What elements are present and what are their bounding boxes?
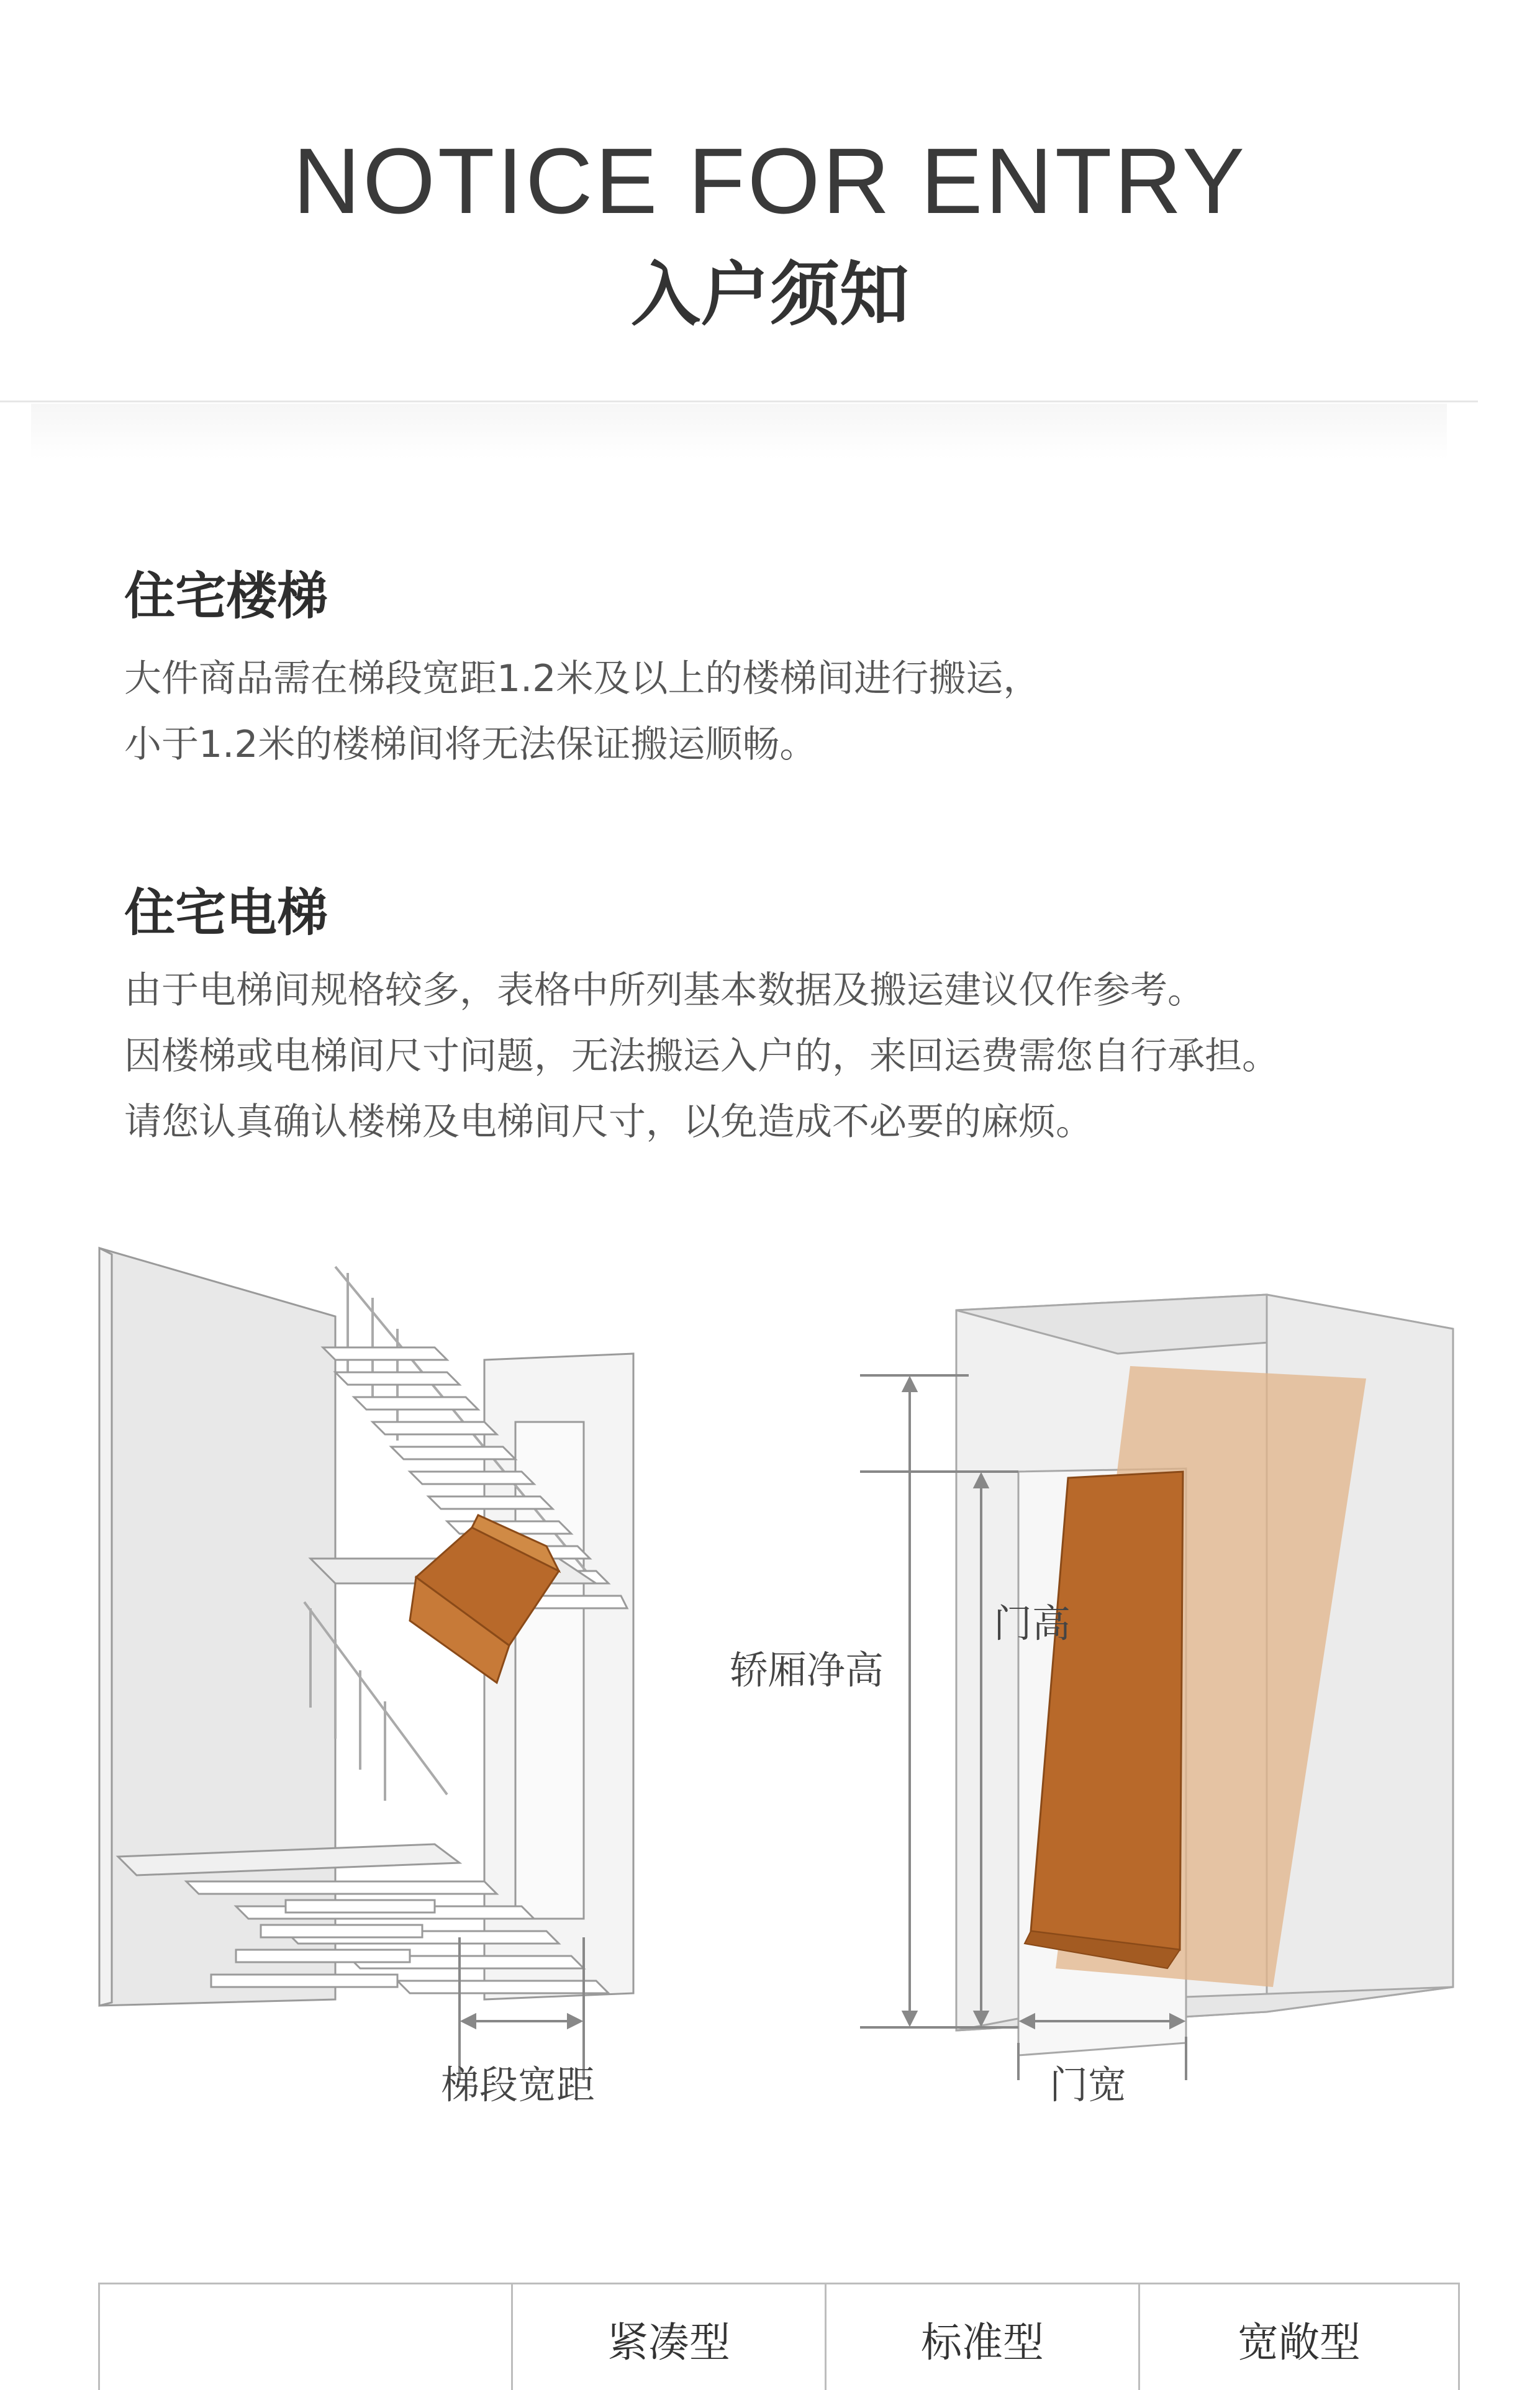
title-cn: 入户须知 <box>631 255 909 335</box>
elevator-section-title: 住宅电梯 <box>124 884 328 943</box>
elevator-section-text <box>124 957 1279 1155</box>
door-height-label: 门高 <box>994 1601 1071 1646</box>
diagram-svg <box>0 1236 1540 2167</box>
title-en: NOTICE FOR ENTRY <box>292 129 1248 233</box>
entry-diagram <box>0 1236 1540 2167</box>
stair-width-label: 梯段宽距 <box>441 2062 596 2107</box>
elevator-text-line: 请您认真确认楼梯及电梯间尺寸，以免造成不必要的麻烦。 <box>124 1100 1093 1144</box>
stairs-text-line: 小于1.2米的楼梯间将无法保证搬运顺畅。 <box>124 723 817 766</box>
table-header-standard: 标准型 <box>827 2284 1140 2390</box>
table-header-blank <box>100 2284 513 2390</box>
elevator-spec-table <box>98 2283 1460 2390</box>
stairs-section-text <box>124 646 1040 777</box>
door-width-label: 门宽 <box>1049 2062 1127 2107</box>
elevator-text-line: 因楼梯或电梯间尺寸问题，无法搬运入户的，来回运费需您自行承担。 <box>124 1034 1279 1078</box>
stairs-section-title: 住宅楼梯 <box>124 567 328 626</box>
elevator-text-line: 由于电梯间规格较多，表格中所列基本数据及搬运建议仅作参考。 <box>124 969 1205 1012</box>
staircase-illustration <box>99 1248 633 2006</box>
car-height-label: 轿厢净高 <box>730 1647 884 1693</box>
divider-shadow <box>31 404 1447 459</box>
table-header-spacious: 宽敞型 <box>1140 2284 1460 2390</box>
table-header-compact: 紧凑型 <box>513 2284 827 2390</box>
header-divider <box>0 401 1478 402</box>
stairs-text-line: 大件商品需在梯段宽距1.2米及以上的楼梯间进行搬运， <box>124 657 1041 700</box>
